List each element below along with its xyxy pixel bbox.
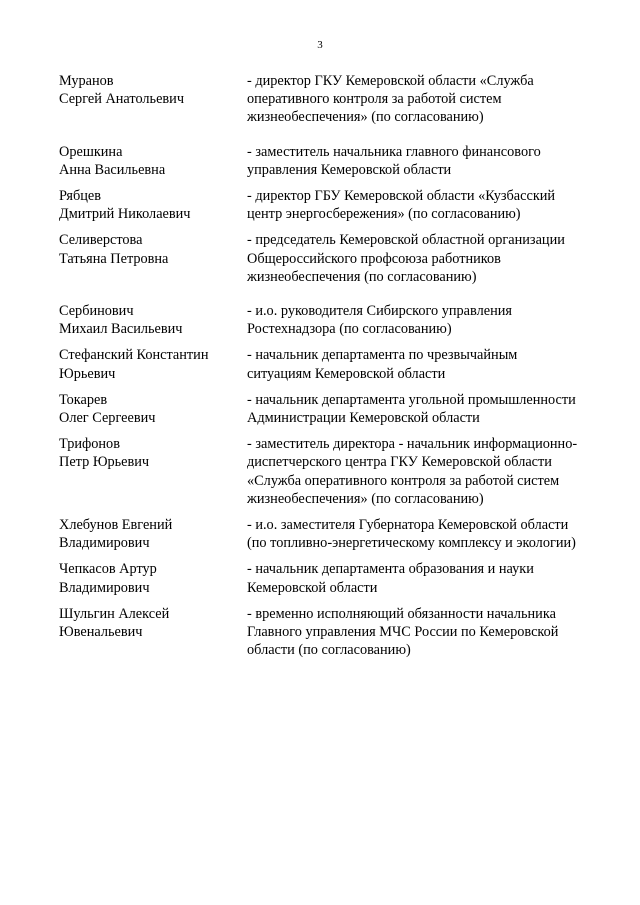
member-role <box>247 560 619 596</box>
member-name-line: Муранов <box>59 73 114 89</box>
member-name-line: Сербинович <box>59 303 134 320</box>
member-name <box>59 143 247 179</box>
member-role-line: Общероссийского профсоюза работников <box>247 250 501 267</box>
member-name-line: Петр Юрьевич <box>59 454 150 471</box>
member-role <box>247 72 619 127</box>
member-role-line: (по топливно-энергетическому комплексу и экологии) <box>247 535 576 552</box>
member-name <box>59 72 247 108</box>
member-role-line: - председатель Кемеровской областной организации <box>247 232 565 249</box>
member-role-line: - заместитель начальника главного финансового <box>247 143 541 160</box>
member-role-line: - временно исполняющий обязанности начальника <box>247 605 556 622</box>
member-role-line: «Служба оперативного контроля за работой систем <box>247 472 560 489</box>
member-role <box>247 187 619 223</box>
member-name <box>59 346 247 382</box>
member-name-line: Владимирович <box>59 579 150 596</box>
member-name-line: Дмитрий Николаевич <box>59 206 191 223</box>
roster-entry <box>59 187 619 223</box>
member-name-line: Селиверстова <box>59 232 143 249</box>
member-role <box>247 346 619 382</box>
member-role-line: ситуациям Кемеровской области <box>247 365 446 382</box>
member-role <box>247 302 619 338</box>
member-role-line: - директор ГКУ Кемеровской области «Служба <box>247 73 534 89</box>
member-role <box>247 143 619 179</box>
roster-entry <box>59 516 619 552</box>
member-role-line: Главного управления МЧС России по Кемеровской <box>247 624 559 641</box>
member-role <box>247 391 619 427</box>
member-role-line: жизнеобеспечения» (по согласованию) <box>247 109 484 126</box>
member-name-line: Трифонов <box>59 436 120 453</box>
member-name-line: Стефанский Константин <box>59 347 209 364</box>
member-name <box>59 560 247 596</box>
member-name <box>59 187 247 223</box>
roster-entry <box>59 560 619 596</box>
member-role-line: оперативного контроля за работой систем <box>247 91 502 108</box>
member-role-line: - начальник департамента по чрезвычайным <box>247 347 518 364</box>
roster-entry <box>59 435 619 508</box>
member-name-line: Шульгин Алексей <box>59 605 170 622</box>
member-name-line: Чепкасов Артур <box>59 561 157 578</box>
member-name-line: Рябцев <box>59 188 102 205</box>
member-role-line: - и.о. руководителя Сибирского управления <box>247 303 512 320</box>
member-name <box>59 605 247 641</box>
member-role-line: - начальник департамента угольной промышленности <box>247 391 576 408</box>
member-name-line: Михаил Васильевич <box>59 321 183 338</box>
member-role-line: Администрации Кемеровской области <box>247 410 480 427</box>
roster-entry <box>59 231 619 286</box>
member-role-line: Ростехнадзора (по согласованию) <box>247 321 452 338</box>
roster-entry <box>59 391 619 427</box>
member-name-line: Орешкина <box>59 143 123 160</box>
member-name-line: Ювенальевич <box>59 624 143 641</box>
member-name <box>59 435 247 471</box>
member-role <box>247 435 619 508</box>
member-name <box>59 516 247 552</box>
roster-entry <box>59 72 619 127</box>
member-name-line: Токарев <box>59 391 108 408</box>
member-role-line: области (по согласованию) <box>247 642 411 659</box>
member-name-line: Хлебунов Евгений <box>59 517 173 534</box>
member-name-line: Анна Васильевна <box>59 161 166 178</box>
member-role-line: - и.о. заместителя Губернатора Кемеровской области <box>247 517 569 534</box>
member-role-line: - директор ГБУ Кемеровской области «Кузбасский <box>247 188 556 205</box>
roster-entry <box>59 143 619 179</box>
member-role-line: жизнеобеспечения» (по согласованию) <box>247 490 484 507</box>
member-role <box>247 605 619 660</box>
member-name <box>59 391 247 427</box>
member-name-line: Татьяна Петровна <box>59 250 169 267</box>
member-roster <box>59 72 619 659</box>
member-role-line: Кемеровской области <box>247 579 378 596</box>
member-name-line: Юрьевич <box>59 365 116 382</box>
member-name-line: Олег Сергеевич <box>59 410 156 427</box>
member-role-line: - заместитель директора - начальник информационно- <box>247 436 578 453</box>
member-role <box>247 516 619 552</box>
roster-entry <box>59 346 619 382</box>
member-role-line: диспетчерского центра ГКУ Кемеровской области <box>247 454 552 471</box>
member-role-line: центр энергосбережения» (по согласованию) <box>247 206 521 223</box>
member-role <box>247 231 619 286</box>
member-name-line: Сергей Анатольевич <box>59 91 185 108</box>
member-name <box>59 302 247 338</box>
roster-entry <box>59 605 619 660</box>
member-name-line: Владимирович <box>59 535 150 552</box>
roster-entry <box>59 302 619 338</box>
member-role-line: - начальник департамента образования и науки <box>247 561 534 578</box>
member-role-line: управления Кемеровской области <box>247 161 452 178</box>
member-role-line: жизнеобеспечения (по согласованию) <box>247 268 477 285</box>
member-name <box>59 231 247 267</box>
page-number: 3 <box>317 39 323 51</box>
